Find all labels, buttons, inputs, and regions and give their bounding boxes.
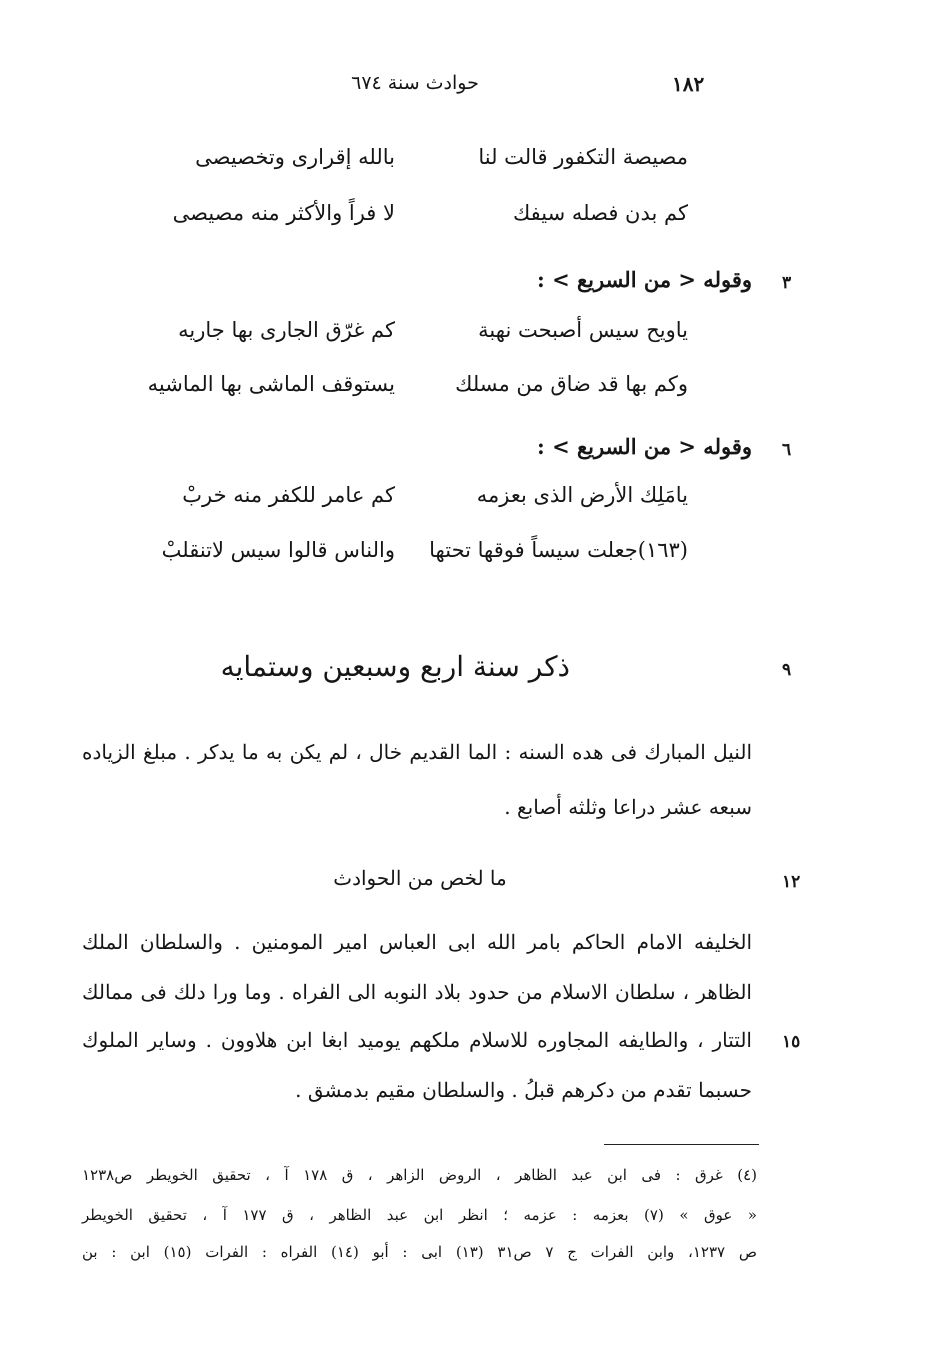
verse-6-hemistich-right: (١٦٣)جعلت سيساً فوقها تحتها [429, 538, 688, 562]
verse-2-hemistich-left: لا فراً والأكثر منه مصيصى [172, 201, 395, 225]
verse-4-hemistich-right: وكم بها قد ضاق من مسلك [455, 372, 688, 396]
paragraph-2-line-2: الظاهر ، سلطان الاسلام من حدود بلاد النوبه الى الفراه . وما ورا دلك فى ممالك [82, 980, 752, 1004]
paragraph-1-line-1: النيل المبارك فى هده السنه : الما القديم خال ، لم يكن به ما يدكر . مبلغ الزياده [82, 740, 752, 764]
paragraph-2-line-4: حسبما تقدم من دكرهم قبلُ . والسلطان مقيم بدمشق . [295, 1078, 752, 1102]
footnote-line-3: ص ١٢٣٧، وابن الفرات ج ٧ ص٣١ (١٣) ابى : أبو (١٤) الفراه : الفرات (١٥) ابن : بن [82, 1243, 757, 1261]
line-number-12: ١٢ [782, 872, 801, 892]
line-number-6: ٦ [782, 440, 792, 460]
verse-1-hemistich-right: مصيصة التكفور قالت لنا [478, 145, 688, 169]
verse-6-hemistich-left: والناس قالوا سيس لاتنقلبْ [161, 538, 395, 562]
footnote-line-2: « عوق » (٧) بعزمه : عزمه ؛ انظر ابن عبد الظاهر ، ق ١٧٧ آ ، تحقيق الخويطر [82, 1206, 757, 1224]
paragraph-1-line-2: سبعه عشر دراعا وثلثه أصابع . [504, 795, 752, 819]
running-header-title: حوادث سنة ٦٧٤ [351, 72, 479, 94]
line-number-3: ٣ [782, 273, 792, 293]
line-number-15: ١٥ [782, 1032, 801, 1052]
verse-5-hemistich-left: كم عامر للكفر منه خربْ [182, 483, 395, 507]
subsection-heading: ما لخص من الحوادث [333, 866, 507, 890]
section-heading: ذكر سنة اربع وسبعين وستمايه [220, 650, 570, 683]
poem-intro-1: وقوله < من السريع > : [537, 267, 752, 292]
paragraph-2-line-3: التتار ، والطايفه المجاوره للاسلام ملكهم يوميد ابغا ابن هلاوون . وساير الملوك [82, 1028, 752, 1052]
verse-5-hemistich-right: يامَلِك الأرض الذى بعزمه [476, 483, 688, 507]
page-number: ١٨٢ [672, 72, 705, 96]
verse-2-hemistich-right: كم بدن فصله سيفك [512, 201, 688, 225]
verse-1-hemistich-left: بالله إقرارى وتخصيصى [195, 145, 395, 169]
footnote-line-1: (٤) غرق : فى ابن عبد الظاهر ، الروض الزاهر ، ق ١٧٨ آ ، تحقيق الخويطر ص١٢٣٨ [82, 1166, 758, 1184]
verse-4-hemistich-left: يستوقف الماشى بها الماشيه [147, 372, 395, 396]
paragraph-2-line-1: الخليفه الامام الحاكم بامر الله ابى العباس امير المومنين . والسلطان الملك [82, 930, 752, 954]
verse-3-hemistich-right: ياويح سيس أصبحت نهبة [478, 318, 688, 342]
verse-3-hemistich-left: كم غرّق الجارى بها جاريه [178, 318, 395, 342]
poem-intro-2: وقوله < من السريع > : [537, 434, 752, 459]
line-number-9: ٩ [782, 660, 792, 680]
footnote-separator [604, 1144, 759, 1145]
